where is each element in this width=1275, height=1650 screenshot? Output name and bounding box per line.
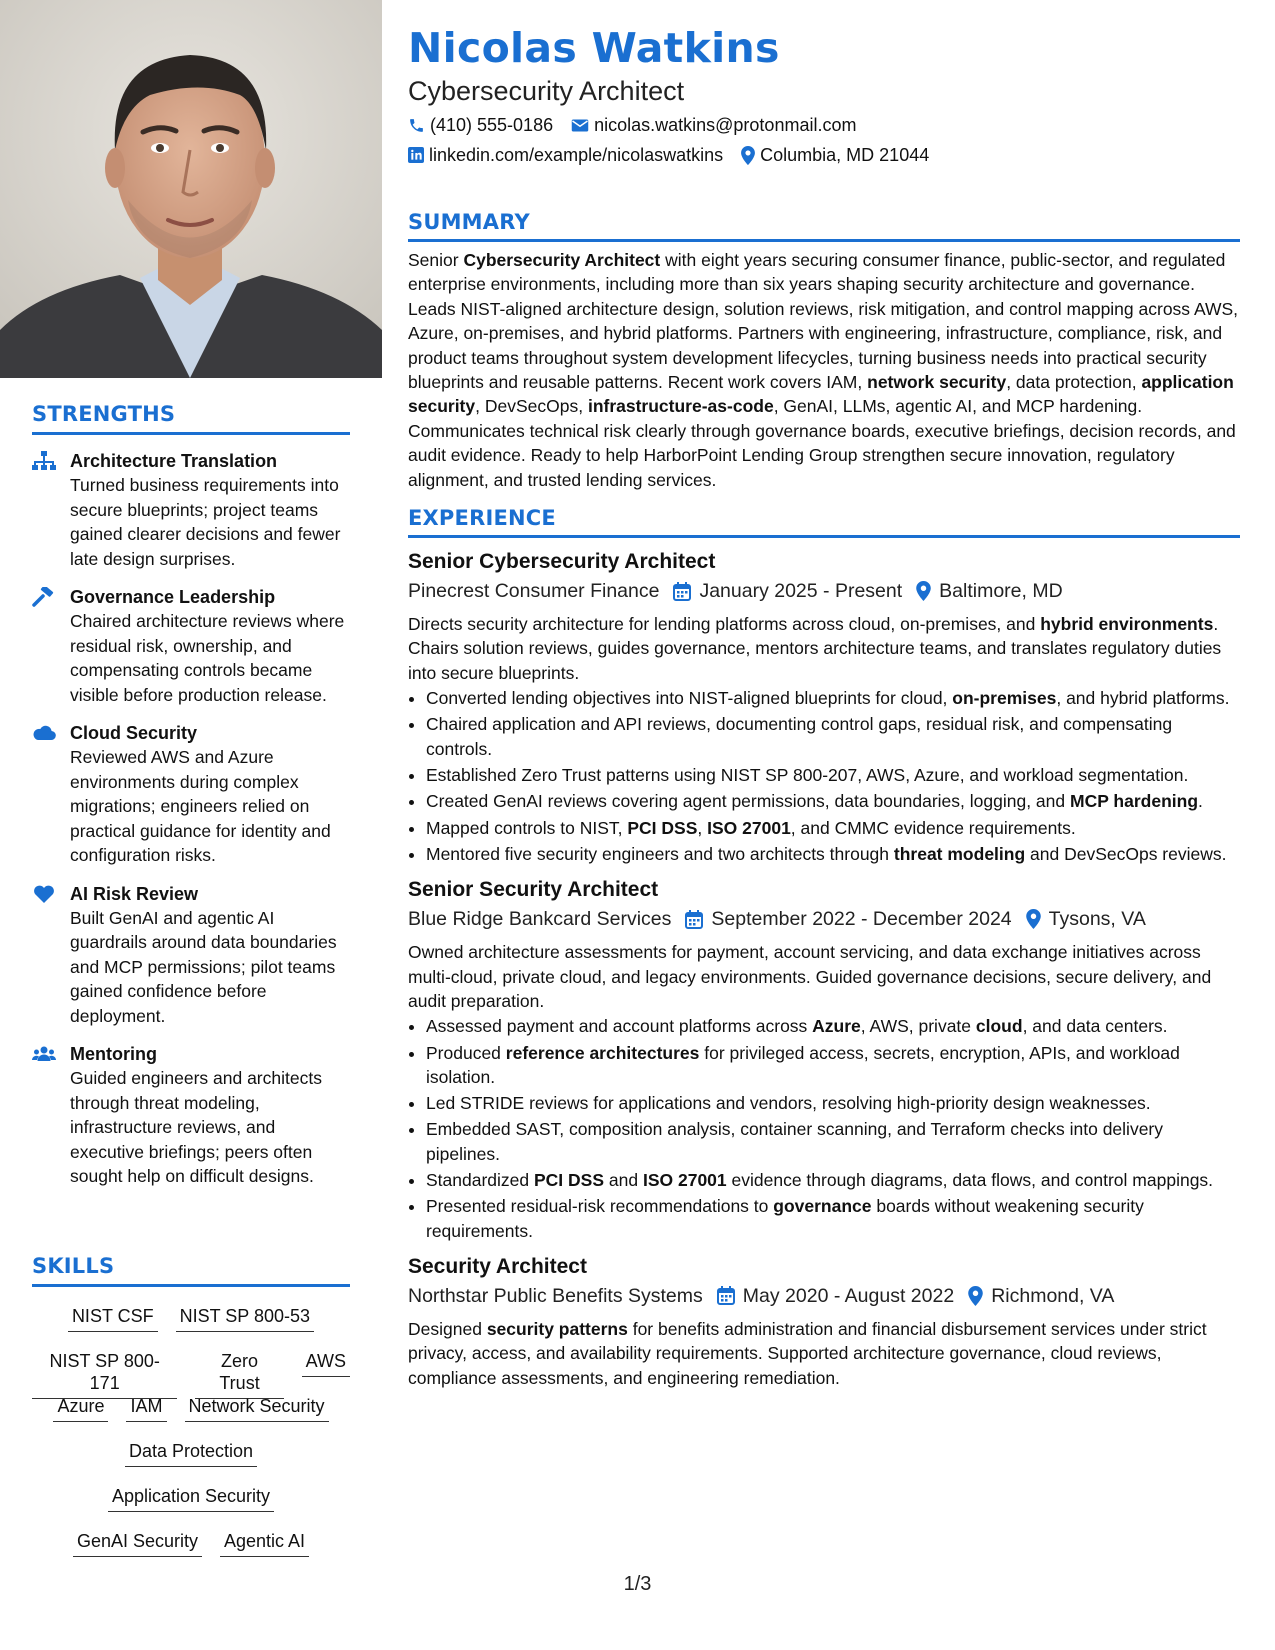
job-dates bbox=[685, 904, 1011, 934]
job-bullet: • Embedded SAST, composition analysis, container scanning, and Terraform checks into delivery pipelines. bbox=[426, 1117, 1240, 1166]
map-pin-icon bbox=[741, 146, 755, 165]
skill-row bbox=[32, 1348, 350, 1393]
experience-section bbox=[408, 506, 1240, 1390]
cloud-icon bbox=[32, 723, 56, 743]
skill-tag: Agentic AI bbox=[220, 1528, 309, 1557]
sitemap-icon bbox=[32, 451, 56, 471]
job-bullet: • Presented residual-risk recommendations to governance boards without weakening security requirements. bbox=[426, 1194, 1240, 1243]
job-bullet: • Mentored five security engineers and two architects through threat modeling and DevSecOps reviews. bbox=[426, 842, 1240, 866]
job-location bbox=[1026, 904, 1146, 934]
job-bullet: • Converted lending objectives into NIST-aligned blueprints for cloud, on-premises, and hybrid platforms. bbox=[426, 686, 1240, 710]
contact-row-1 bbox=[408, 110, 1240, 140]
location-text: Columbia, MD 21044 bbox=[760, 145, 930, 165]
strengths-heading: STRENGTHS bbox=[32, 402, 350, 435]
envelope-icon bbox=[571, 118, 589, 133]
users-icon bbox=[32, 1044, 56, 1064]
job-bullet: • Led STRIDE reviews for applications and vendors, resolving high-priority design weaknesses. bbox=[426, 1091, 1240, 1115]
job-bullet: • Chaired application and API reviews, documenting control gaps, residual risk, and compensating controls. bbox=[426, 712, 1240, 761]
skill-tag: NIST SP 800-171 bbox=[32, 1348, 177, 1399]
skill-tag: Application Security bbox=[108, 1483, 274, 1512]
job-dates-text: September 2022 - December 2024 bbox=[711, 908, 1012, 931]
heart-icon bbox=[32, 884, 56, 904]
strength-title: Cloud Security bbox=[70, 723, 198, 743]
skill-row bbox=[32, 1438, 350, 1483]
skill-tag: NIST SP 800-53 bbox=[176, 1303, 314, 1332]
skill-tag: NIST CSF bbox=[68, 1303, 158, 1332]
phone-text: (410) 555-0186 bbox=[430, 115, 554, 135]
skill-row bbox=[32, 1303, 350, 1348]
strength-text: Reviewed AWS and Azure environments during complex migrations; engineers relied on practical guidance for identity and configuration risks. bbox=[70, 747, 331, 865]
contact-row-2 bbox=[408, 140, 1240, 170]
job-meta bbox=[408, 576, 1240, 606]
profile-photo bbox=[0, 0, 382, 378]
strength-text: Turned business requirements into secure blueprints; project teams gained clearer decisions and fewer late design surprises. bbox=[70, 475, 341, 569]
linkedin-contact[interactable] bbox=[408, 140, 723, 170]
job-bullet: • Established Zero Trust patterns using NIST SP 800-207, AWS, Azure, and workload segmentation. bbox=[426, 763, 1240, 787]
job-location-text: Tysons, VA bbox=[1048, 908, 1146, 931]
job-location bbox=[916, 576, 1063, 606]
job-bullet: • Assessed payment and account platforms across Azure, AWS, private cloud, and data centers. bbox=[426, 1014, 1240, 1038]
job-bullets bbox=[408, 686, 1240, 866]
job-entry bbox=[408, 548, 1240, 866]
summary-text: Senior Cybersecurity Architect with eight years securing consumer finance, public-sector, and regulated enterprise environments, including more than six years shaping security architecture and governance. Leads NIST-aligned architecture design, solution reviews, risk mitigation, and control mapping across AWS, Azure, on-premises, and hybrid platforms. Partners with engineering, infrastructure, compliance, risk, and product teams throughout system development lifecycles, turning business needs into practical security blueprints and reusable patterns. Recent work covers IAM, network security, data protection, application security, DevSecOps, infrastructure-as-code, GenAI, LLMs, agentic AI, and MCP hardening. Communicates technical risk clearly through governance boards, executive briefings, decision records, and audit evidence. Ready to help HarborPoint Lending Group strengthen secure innovation, regulatory alignment, and trusted lending services. bbox=[408, 250, 1239, 490]
location-contact bbox=[741, 140, 929, 170]
skill-row bbox=[32, 1483, 350, 1528]
experience-heading: EXPERIENCE bbox=[408, 506, 1240, 538]
phone-icon bbox=[408, 117, 425, 134]
strength-title: Mentoring bbox=[70, 1044, 157, 1064]
job-description: Designed security patterns for benefits administration and financial disbursement services under strict privacy, access, and availability requirements. Supported architecture governance, cloud reviews, compliance assessments, and engineering remediation. bbox=[408, 1318, 1207, 1388]
job-location bbox=[968, 1281, 1114, 1311]
sidebar bbox=[0, 0, 382, 1650]
job-title: Senior Security Architect bbox=[408, 878, 659, 902]
job-bullets bbox=[408, 1014, 1240, 1243]
job-meta bbox=[408, 904, 1240, 934]
phone-contact[interactable] bbox=[408, 110, 553, 140]
linkedin-text: linkedin.com/example/nicolaswatkins bbox=[429, 145, 724, 165]
skills-section bbox=[32, 1254, 350, 1573]
skills-list bbox=[32, 1303, 350, 1573]
strength-title: AI Risk Review bbox=[70, 883, 199, 904]
email-contact[interactable] bbox=[571, 110, 856, 140]
linkedin-icon bbox=[408, 147, 424, 163]
summary-section bbox=[408, 210, 1240, 492]
candidate-title: Cybersecurity Architect bbox=[408, 76, 685, 106]
candidate-name: Nicolas Watkins bbox=[408, 24, 780, 72]
skill-row bbox=[32, 1393, 350, 1438]
job-location-text: Baltimore, MD bbox=[939, 580, 1063, 603]
page-number: 1/3 bbox=[623, 1573, 652, 1595]
skill-tag: Azure bbox=[53, 1393, 108, 1422]
strength-item bbox=[32, 585, 350, 707]
calendar-icon bbox=[673, 582, 691, 601]
job-dates bbox=[673, 576, 902, 606]
strength-text: Guided engineers and architects through threat modeling, infrastructure reviews, and executive briefings; peers often sought help on difficult designs. bbox=[70, 1068, 322, 1186]
job-dates bbox=[717, 1281, 954, 1311]
strength-item bbox=[32, 449, 350, 571]
job-location-text: Richmond, VA bbox=[991, 1284, 1115, 1307]
job-description: Directs security architecture for lending platforms across cloud, on-premises, and hybrid environments. Chairs solution reviews, guides governance, mentors architecture teams, and translates regulatory duties into secure blueprints. bbox=[408, 614, 1222, 683]
email-text: nicolas.watkins@protonmail.com bbox=[594, 115, 857, 135]
job-company: Northstar Public Benefits Systems bbox=[408, 1284, 703, 1307]
map-pin-icon bbox=[1026, 909, 1041, 929]
calendar-icon bbox=[717, 1286, 735, 1305]
strength-text: Chaired architecture reviews where residual risk, ownership, and compensating controls became visible before production release. bbox=[70, 611, 345, 705]
job-entry bbox=[408, 876, 1240, 1243]
main-content bbox=[408, 22, 1240, 1390]
skill-tag: Network Security bbox=[185, 1393, 329, 1422]
job-bullet: • Created GenAI reviews covering agent permissions, data boundaries, logging, and MCP hardening. bbox=[426, 789, 1240, 813]
job-bullet: • Produced reference architectures for privileged access, secrets, encryption, APIs, and workload isolation. bbox=[426, 1041, 1240, 1090]
skill-row bbox=[32, 1528, 350, 1573]
job-company: Blue Ridge Bankcard Services bbox=[408, 908, 672, 931]
summary-heading: SUMMARY bbox=[408, 210, 1240, 242]
gavel-icon bbox=[32, 587, 56, 607]
skill-tag: Zero Trust bbox=[195, 1348, 283, 1399]
job-meta bbox=[408, 1281, 1240, 1311]
job-dates-text: January 2025 - Present bbox=[699, 580, 903, 603]
calendar-icon bbox=[685, 910, 703, 929]
skills-heading: SKILLS bbox=[32, 1254, 350, 1287]
map-pin-icon bbox=[916, 581, 931, 601]
strength-title: Architecture Translation bbox=[70, 451, 278, 471]
strength-text: Built GenAI and agentic AI guardrails around data boundaries and MCP permissions; pilot teams gained confidence before deployment. bbox=[70, 907, 337, 1026]
job-bullet: • Standardized PCI DSS and ISO 27001 evidence through diagrams, data flows, and control mappings. bbox=[426, 1168, 1240, 1192]
job-title: Senior Cybersecurity Architect bbox=[408, 550, 716, 574]
strengths-section bbox=[32, 402, 350, 1189]
skill-tag: AWS bbox=[302, 1348, 350, 1377]
job-title: Security Architect bbox=[408, 1254, 587, 1278]
skill-tag: Data Protection bbox=[125, 1438, 257, 1467]
job-company: Pinecrest Consumer Finance bbox=[408, 580, 660, 603]
strength-item bbox=[32, 882, 350, 1029]
strength-item bbox=[32, 1042, 350, 1189]
job-entry bbox=[408, 1253, 1240, 1390]
strength-item bbox=[32, 721, 350, 868]
strength-title: Governance Leadership bbox=[70, 587, 276, 607]
skill-tag: IAM bbox=[126, 1393, 166, 1422]
job-dates-text: May 2020 - August 2022 bbox=[742, 1284, 955, 1307]
skill-tag: GenAI Security bbox=[73, 1528, 202, 1557]
job-bullet: • Mapped controls to NIST, PCI DSS, ISO 27001, and CMMC evidence requirements. bbox=[426, 816, 1240, 840]
map-pin-icon bbox=[968, 1286, 983, 1306]
job-description: Owned architecture assessments for payment, account servicing, and data exchange initiatives across multi-cloud, private cloud, and legacy environments. Guided governance decisions, secure delivery, and audit preparation. bbox=[408, 942, 1212, 1011]
